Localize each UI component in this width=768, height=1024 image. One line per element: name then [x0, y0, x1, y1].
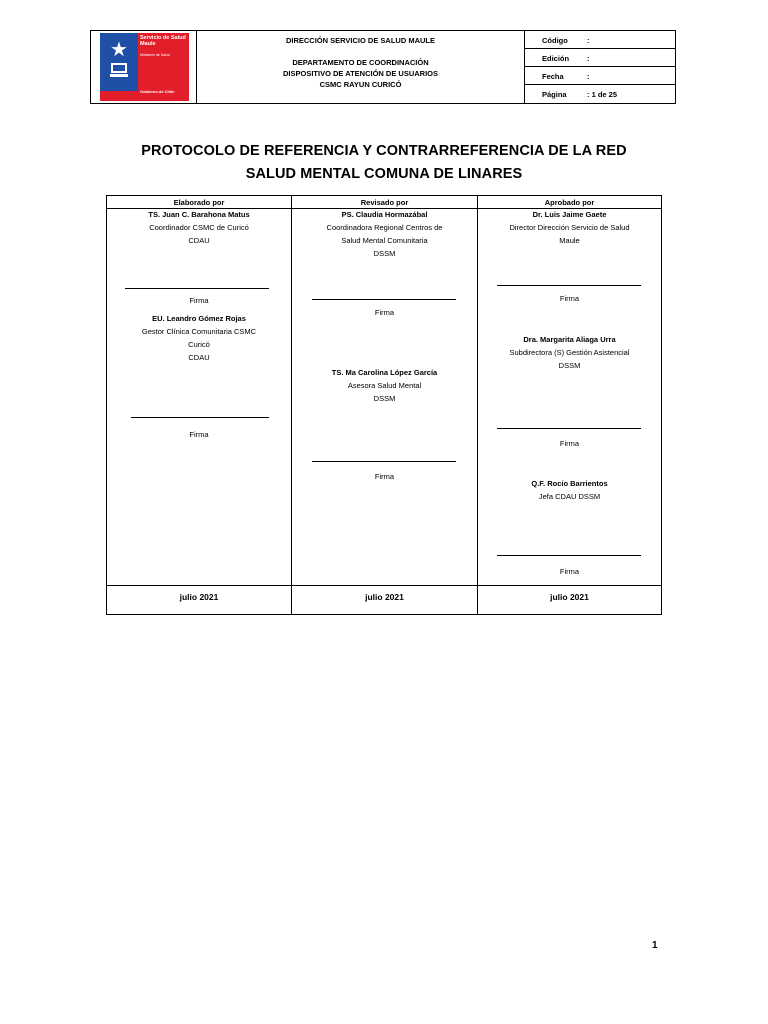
revisado-2 [292, 366, 477, 405]
person-role: Director Dirección Servicio de Salud [509, 223, 630, 232]
firma-label: Firma [189, 296, 209, 305]
col-elaborado-header: Elaborado por [173, 198, 225, 207]
servicio-salud-logo [100, 33, 189, 101]
logo-footer: Gobierno de Chile [140, 89, 175, 94]
person-unit: Maule [559, 236, 580, 245]
document-header [90, 30, 676, 104]
firma-label: Firma [559, 294, 580, 303]
person-role: Coordinador CSMC de Curicó [149, 223, 249, 232]
logo-cell [91, 31, 197, 103]
signature-line [497, 555, 641, 556]
signature-line [312, 461, 456, 462]
person-role-2: Curicó [188, 340, 210, 349]
firma-label: Firma [374, 472, 395, 481]
meta-fecha [525, 67, 675, 85]
firma-label: Firma [559, 439, 580, 448]
date-elaborado: julio 2021 [179, 592, 219, 602]
aprobado-3 [478, 477, 661, 503]
signature-line [497, 285, 641, 286]
elaborado-2 [107, 312, 291, 364]
header-departamento: DEPARTAMENTO DE COORDINACIÓN [292, 58, 429, 67]
person-role: Subdirectora (S) Gestión Asistencial [509, 348, 630, 357]
person-unit: CDAU [188, 353, 210, 362]
emblem-icon [108, 61, 130, 79]
firma-label: Firma [559, 567, 580, 576]
revisado-1 [292, 208, 477, 260]
person-name: Dra. Margarita Aliaga Urra [523, 335, 616, 344]
meta-value: : [587, 36, 590, 45]
col-revisado-header: Revisado por [360, 198, 409, 207]
firma-label: Firma [374, 308, 395, 317]
date-revisado: julio 2021 [365, 592, 404, 602]
meta-pagina [525, 85, 675, 103]
signature-line [131, 417, 269, 418]
person-role: Jefa CDAU DSSM [538, 492, 601, 501]
person-name: TS. Juan C. Barahona Matus [148, 210, 250, 219]
meta-edicion [525, 49, 675, 67]
person-name: PS. Claudia Hormazábal [341, 210, 428, 219]
elaborado-1 [107, 208, 291, 247]
person-name: TS. Ma Carolina López García [331, 368, 438, 377]
document-title: PROTOCOLO DE REFERENCIA Y CONTRARREFERENCIA DE LA RED [141, 143, 627, 159]
person-unit: DSSM [373, 249, 396, 258]
firma-label: Firma [189, 430, 209, 439]
col-aprobado-header: Aprobado por [544, 198, 595, 207]
person-role: Gestor Clínica Comunitaria CSMC [141, 327, 257, 336]
meta-label: Fecha [542, 72, 564, 81]
meta-value: : [587, 54, 590, 63]
signature-line [312, 299, 456, 300]
meta-label: Código [542, 36, 568, 45]
signature-line [497, 428, 641, 429]
person-name: Q.F. Rocío Barrientos [531, 479, 608, 488]
document-subtitle: SALUD MENTAL COMUNA DE LINARES [245, 166, 523, 182]
aprobado-1 [478, 208, 661, 247]
meta-codigo [525, 31, 675, 49]
date-aprobado: julio 2021 [550, 592, 589, 602]
meta-label: Página [542, 90, 567, 99]
person-name: Dr. Luis Jaime Gaete [532, 210, 607, 219]
header-meta [525, 31, 675, 103]
person-role: Coordinadora Regional Centros de [326, 223, 443, 232]
logo-title: Servicio de Salud Maule [140, 35, 186, 47]
header-csmc: CSMC RAYUN CURICÓ [319, 80, 402, 89]
star-icon: ★ [110, 39, 128, 61]
signature-line [125, 288, 269, 289]
meta-value: : 1 de 25 [587, 90, 618, 99]
header-center [197, 31, 525, 103]
logo-subtitle: Ministerio de Salud [140, 53, 170, 57]
header-direccion: DIRECCIÓN SERVICIO DE SALUD MAULE [285, 36, 436, 45]
meta-label: Edición [542, 54, 570, 63]
aprobado-2 [478, 333, 661, 372]
person-unit: DSSM [373, 394, 396, 403]
person-unit: DSSM [558, 361, 581, 370]
person-name: EU. Leandro Gómez Rojas [152, 314, 246, 323]
approvals-table [106, 195, 662, 615]
person-role-2: Salud Mental Comunitaria [341, 236, 428, 245]
person-role: Asesora Salud Mental [347, 381, 422, 390]
person-unit: CDAU [188, 236, 210, 245]
header-dispositivo: DISPOSITIVO DE ATENCIÓN DE USUARIOS [282, 69, 439, 78]
page-number: 1 [652, 940, 658, 951]
meta-value: : [587, 72, 590, 81]
